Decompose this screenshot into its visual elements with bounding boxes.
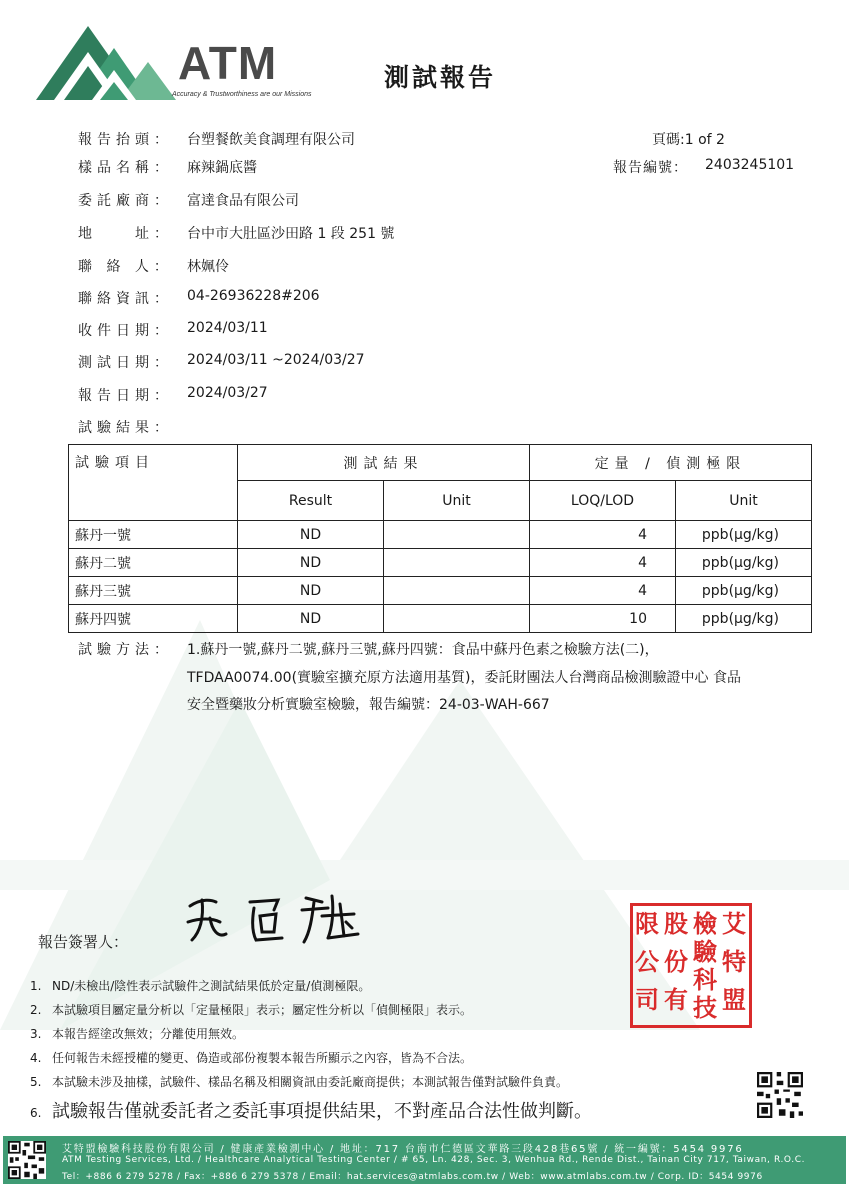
col-limit-group: 定量 / 偵測極限 bbox=[530, 445, 812, 481]
cell-item: 蘇丹三號 bbox=[69, 577, 238, 605]
footer-address-en: ATM Testing Services, Ltd. / Healthcare Analytical Testing Center / # 65, Ln. 428, Sec. 3, Wenhua Rd., Rende Dist., Tainan City 717, Taiwan, R.O.C. bbox=[62, 1155, 806, 1165]
logo-tagline: Accuracy & Trustworthiness are our Missions bbox=[172, 91, 312, 98]
note-item: 5. 本試驗未涉及抽樣，試驗件、樣品名稱及相關資訊由委託廠商提供；本測試報告僅對試驗件負責。 bbox=[30, 1075, 569, 1089]
test-method-label: 試驗方法： bbox=[78, 642, 173, 658]
cell-limit-unit: ppb(μg/kg) bbox=[676, 549, 812, 577]
report-date-value: 2024/03/27 bbox=[187, 385, 268, 401]
footer-address-zh: 艾特盟檢驗科技股份有限公司 / 健康產業檢測中心 / 地址：717 台南市仁德區文華路三段428巷65號 / 統一編號：5454 9976 bbox=[62, 1144, 744, 1155]
client-label: 委託廠商： bbox=[78, 193, 173, 209]
client-value: 富達食品有限公司 bbox=[187, 193, 299, 209]
company-seal-stamp: 艾 特 盟 檢 驗 科 技 股 份 有 限 公 司 bbox=[630, 903, 752, 1028]
contact-info-label: 聯絡資訊： bbox=[78, 291, 173, 307]
test-date-label: 測試日期： bbox=[78, 355, 173, 371]
report-number: 2403245101 bbox=[705, 157, 795, 173]
col-loq: LOQ/LOD bbox=[530, 481, 676, 521]
sample-name-value: 麻辣鍋底醬 bbox=[187, 160, 257, 176]
received-date-label: 收件日期： bbox=[78, 323, 173, 339]
page-number: 頁碼:1 of 2 bbox=[652, 132, 725, 148]
cell-loq: 4 bbox=[530, 577, 676, 605]
cell-unit bbox=[384, 577, 530, 605]
test-results-label: 試驗結果： bbox=[78, 420, 173, 436]
col-result-group: 測試結果 bbox=[238, 445, 530, 481]
table-row bbox=[69, 577, 812, 605]
note-item: 6. 試驗報告僅就委託者之委託事項提供結果，不對產品合法性做判斷。 bbox=[30, 1101, 592, 1122]
cell-unit bbox=[384, 605, 530, 633]
col-test-item: 試驗項目 bbox=[69, 445, 238, 521]
contact-info-value: 04-26936228#206 bbox=[187, 288, 320, 304]
col-unit: Unit bbox=[384, 481, 530, 521]
qr-code-icon bbox=[757, 1072, 803, 1118]
col-limit-unit: Unit bbox=[676, 481, 812, 521]
received-date-value: 2024/03/11 bbox=[187, 320, 268, 336]
report-date-label: 報告日期： bbox=[78, 388, 173, 404]
cell-limit-unit: ppb(μg/kg) bbox=[676, 577, 812, 605]
logo-wordmark: ATM bbox=[178, 37, 278, 89]
col-result: Result bbox=[238, 481, 384, 521]
cell-loq: 4 bbox=[530, 549, 676, 577]
note-item: 3. 本報告經塗改無效；分離使用無效。 bbox=[30, 1027, 245, 1041]
contact-label: 聯 絡 人： bbox=[78, 259, 173, 275]
cell-item: 蘇丹一號 bbox=[69, 521, 238, 549]
test-method-line: 1.蘇丹一號,蘇丹二號,蘇丹三號,蘇丹四號：食品中蘇丹色素之檢驗方法(二)， bbox=[187, 642, 659, 658]
address-value: 台中市大肚區沙田路 1 段 251 號 bbox=[187, 226, 395, 242]
cell-result: ND bbox=[238, 605, 384, 633]
table-header-row bbox=[69, 445, 812, 481]
note-item: 4. 任何報告未經授權的變更、偽造或部份複製本報告所顯示之內容，皆為不合法。 bbox=[30, 1051, 473, 1065]
cell-loq: 4 bbox=[530, 521, 676, 549]
cell-item: 蘇丹四號 bbox=[69, 605, 238, 633]
note-item: 1. ND/未檢出/陰性表示試驗件之測試結果低於定量/偵測極限。 bbox=[30, 979, 371, 993]
document-title: 測試報告 bbox=[384, 63, 497, 92]
address-label: 地 址： bbox=[78, 226, 173, 242]
cell-unit bbox=[384, 521, 530, 549]
report-number-label: 報告編號： bbox=[613, 160, 688, 176]
atm-logo-mark bbox=[36, 20, 186, 102]
contact-value: 林姵伶 bbox=[187, 259, 229, 275]
sample-name-label: 樣品名稱： bbox=[78, 160, 173, 176]
cell-result: ND bbox=[238, 577, 384, 605]
signatory-label: 報告簽署人： bbox=[38, 933, 129, 951]
footer-contact: Tel：+886 6 279 5278 / Fax：+886 6 279 5378 / Email：hat.services@atmlabs.com.tw / Web：www.atmlabs.com.tw / Corp. ID：5454 9976 bbox=[62, 1172, 763, 1182]
table-row bbox=[69, 605, 812, 633]
footer-qr-code-icon bbox=[8, 1141, 46, 1179]
table-row bbox=[69, 521, 812, 549]
note-item: 2. 本試驗項目屬定量分析以「定量極限」表示；屬定性分析以「偵側極限」表示。 bbox=[30, 1003, 473, 1017]
results-table bbox=[68, 444, 812, 633]
cell-limit-unit: ppb(μg/kg) bbox=[676, 605, 812, 633]
cell-unit bbox=[384, 549, 530, 577]
report-title-value: 台塑餐飲美食調理有限公司 bbox=[187, 132, 355, 148]
handwritten-signature bbox=[182, 888, 362, 948]
test-method-line: 安全暨藥妝分析實驗室檢驗，報告編號：24-03-WAH-667 bbox=[187, 697, 550, 713]
test-method-line: TFDAA0074.00(實驗室擴充原方法適用基質)，委託財團法人台灣商品檢測驗證中心 食品 bbox=[187, 670, 741, 686]
cell-result: ND bbox=[238, 549, 384, 577]
test-date-value: 2024/03/11 ~2024/03/27 bbox=[187, 352, 365, 368]
cell-item: 蘇丹二號 bbox=[69, 549, 238, 577]
cell-limit-unit: ppb(μg/kg) bbox=[676, 521, 812, 549]
cell-result: ND bbox=[238, 521, 384, 549]
table-row bbox=[69, 549, 812, 577]
cell-loq: 10 bbox=[530, 605, 676, 633]
report-title-label: 報告抬頭： bbox=[78, 132, 173, 148]
